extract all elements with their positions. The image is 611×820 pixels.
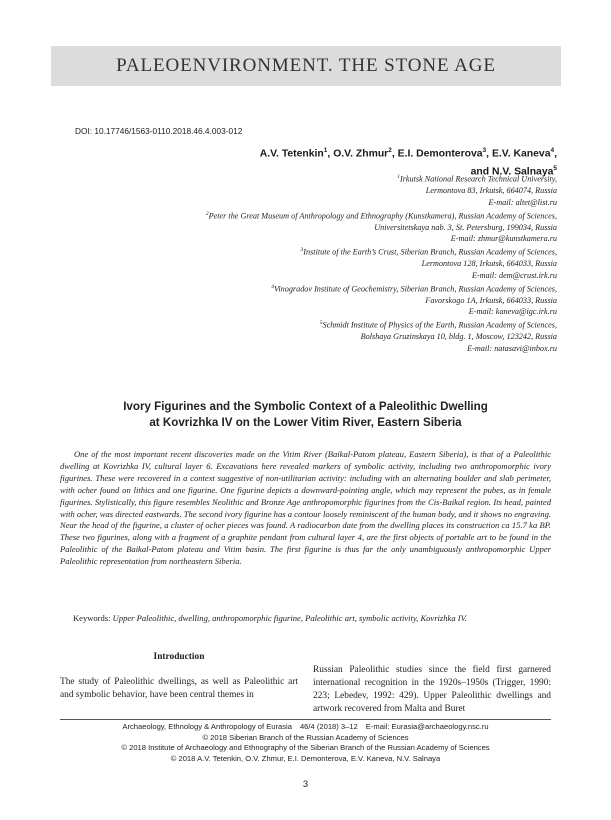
article-title bbox=[70, 399, 541, 431]
body-column-left bbox=[60, 651, 298, 702]
affil-institution: Peter the Great Museum of Anthropology and Ethnography (Kunstkamera), Russian Academy of Sciences, bbox=[208, 211, 557, 221]
copyright-line: © 2018 Siberian Branch of the Russian Academy of Sciences bbox=[202, 732, 409, 742]
body-column-right: Russian Paleolithic studies since the field first garnered international recognition in the 1920s–1950s (Trigger, 1990: 223; Lebedev, 1992: 429). Upper Paleolithic dwellings and artwork recovered from Malta and Buret bbox=[313, 665, 551, 714]
affiliation-4 bbox=[87, 282, 557, 319]
keywords-label: Keywords: bbox=[73, 613, 113, 623]
journal-name: Archaeology, Ethnology & Anthropology of Eurasia bbox=[122, 722, 292, 731]
journal-footer bbox=[60, 722, 551, 764]
section-heading: Introduction bbox=[153, 652, 205, 662]
affil-address: Lermontova 83, Irkutsk, 664074, Russia bbox=[425, 186, 557, 196]
affil-mark: 1 bbox=[397, 174, 401, 180]
affil-email[interactable]: E-mail: natasavi@inbox.ru bbox=[467, 343, 557, 353]
author-separator: , bbox=[486, 148, 492, 160]
doi[interactable]: DOI: 10.17746/1563-0110.2018.46.4.003-012 bbox=[75, 126, 243, 136]
affiliation-2 bbox=[87, 209, 557, 246]
affil-institution: Irkutsk National Research Technical University, bbox=[400, 174, 557, 184]
author-name: E.V. Kaneva bbox=[491, 148, 551, 160]
affil-email[interactable]: E-mail: zhmur@kunstkamera.ru bbox=[450, 234, 557, 244]
affil-mark: 2 bbox=[205, 210, 209, 217]
section-banner bbox=[51, 46, 561, 86]
copyright-line: © 2018 Institute of Archaeology and Ethnography of the Siberian Branch of the Russian Academy of Sciences bbox=[121, 743, 490, 752]
affil-email[interactable]: E-mail: kaneva@igc.irk.ru bbox=[468, 307, 557, 317]
author-separator: , bbox=[327, 148, 334, 160]
author-name: E.I. Demonterova bbox=[397, 148, 483, 160]
footer-divider bbox=[60, 719, 551, 720]
affiliation-1 bbox=[87, 172, 557, 209]
abstract: One of the most important recent discoveries made on the Vitim River (Baikal-Patom plateau, Eastern Siberia), is that of a Paleolithic dwelling at Kovrizhka IV, cultural layer 6. Excavations here revealed markers of symbolic activity, including two anthropomorphic ivory figurines. These were recovered in a context suggestive of non-utilitarian activity: including with an alternating boulder and slab perimeter, with ocher found on lithics and one figurine. One figurine depicts a downward-pointing angle, which may represent the pubes, as in female figurines. Stylistically, this figure resembles Neolithic and Bronze Age anthropomorphic figurines from the Cis-Baikal region. Its head, painted with ocher, was directed eastwards. The second ivory figurine has a contour loosely reminiscent of the human body, and it shows no engraving. Near the head of the figurine, a cluster of ocher pieces was found. A radiocarbon date from the dwelling places its construction ca 15.7 ka BP. These two figurines, along with a fragment of a graphite pendant from cultural layer 4, are the first objects of portable art to be found in the Paleolithic of the Baikal-Patom plateau and Vitim basin. The first figurine is thus far the only unambiguously anthropomorphic Upper Paleolithic representation from northeastern Siberia. bbox=[60, 449, 551, 567]
author-conjunction: and bbox=[470, 166, 492, 178]
journal-email[interactable]: E-mail: Eurasia@archaeology.nsc.ru bbox=[365, 722, 489, 731]
author-affil-mark: 4 bbox=[550, 147, 555, 154]
affiliation-3 bbox=[87, 245, 557, 282]
journal-issue: 46/4 (2018) 3–12 bbox=[299, 722, 358, 731]
affiliation-5 bbox=[87, 318, 557, 355]
affil-email[interactable]: E-mail: dem@crust.irk.ru bbox=[471, 270, 557, 280]
copyright-line: © 2018 A.V. Tetenkin, O.V. Zhmur, E.I. Demonterova, E.V. Kaneva, N.V. Salnaya bbox=[170, 753, 441, 763]
author-name: O.V. Zhmur bbox=[333, 148, 389, 160]
author-affil-mark: 5 bbox=[553, 165, 557, 173]
affil-address: Universitetskaya nab. 3, St. Petersburg, 199034, Russia bbox=[374, 222, 557, 232]
author-affil-mark: 2 bbox=[388, 147, 392, 154]
author-line-1 bbox=[117, 143, 557, 161]
affil-email[interactable]: E-mail: altet@list.ru bbox=[488, 197, 557, 207]
author-affil-mark: 1 bbox=[323, 147, 328, 154]
affil-institution: Vinogradov Institute of Geochemistry, Siberian Branch, Russian Academy of Sciences, bbox=[273, 284, 557, 294]
affil-mark: 5 bbox=[319, 320, 323, 327]
affil-address: Favorskogo 1A, Irkutsk, 664033, Russia bbox=[425, 295, 557, 305]
section-title: PALEOENVIRONMENT. THE STONE AGE bbox=[116, 55, 496, 76]
keywords-text: Upper Paleolithic, dwelling, anthropomorphic figurine, Paleolithic art, symbolic activity, Kovrizhka IV. bbox=[112, 613, 467, 623]
affil-address: Lermontova 128, Irkutsk, 664033, Russia bbox=[421, 259, 557, 269]
article-title-line-1: Ivory Figurines and the Symbolic Context of a Paleolithic Dwelling bbox=[123, 400, 488, 413]
affil-address: Bolshaya Gruzinskaya 10, bldg. 1, Moscow, 123242, Russia bbox=[360, 332, 557, 342]
footer-journal-line bbox=[60, 722, 551, 733]
author-separator: , bbox=[554, 148, 557, 160]
author-separator: , bbox=[391, 148, 398, 160]
page-number: 3 bbox=[302, 779, 309, 790]
affil-institution: Institute of the Earth’s Crust, Siberian Branch, Russian Academy of Sciences, bbox=[303, 247, 557, 257]
article-title-line-2: at Kovrizhka IV on the Lower Vitim River, Eastern Siberia bbox=[149, 416, 462, 429]
keywords bbox=[73, 613, 551, 623]
affil-institution: Schmidt Institute of Physics of the Earth, Russian Academy of Sciences, bbox=[322, 320, 557, 330]
body-paragraph: The study of Paleolithic dwellings, as well as Paleolithic art and symbolic behavior, have been central themes in bbox=[60, 677, 298, 700]
affil-mark: 4 bbox=[271, 283, 274, 290]
affil-mark: 3 bbox=[300, 247, 304, 254]
author-name: A.V. Tetenkin bbox=[259, 148, 324, 160]
affiliation-list bbox=[87, 172, 557, 355]
author-affil-mark: 3 bbox=[482, 147, 487, 154]
author-name: N.V. Salnaya bbox=[491, 166, 554, 178]
